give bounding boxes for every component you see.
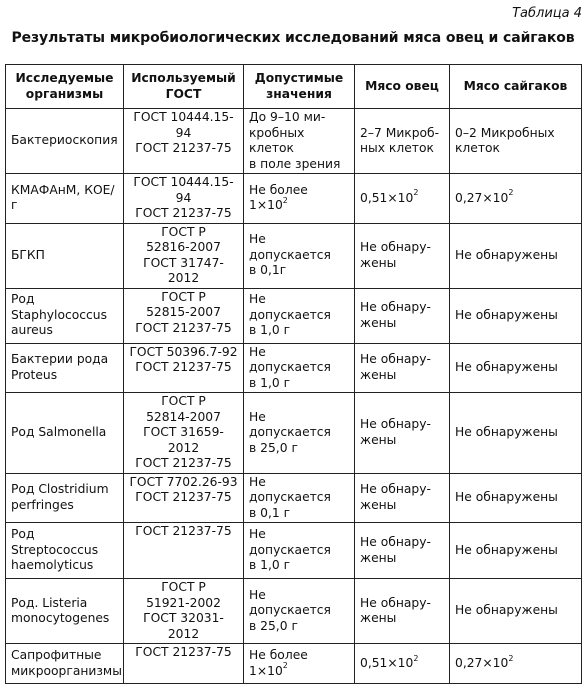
table-row bbox=[6, 393, 582, 474]
sheep-cell: Не обнару- жены bbox=[355, 473, 450, 523]
saiga-cell: Не обнаружены bbox=[450, 288, 582, 343]
sheep-cell: Не обнару- жены bbox=[355, 288, 450, 343]
gost-cell: ГОСТ 10444.15-94 ГОСТ 21237-75 bbox=[124, 174, 244, 224]
table-row bbox=[6, 473, 582, 523]
allowed-cell: Не допускается в 25,0 г bbox=[244, 579, 355, 644]
gost-cell: ГОСТ Р 52815-2007 ГОСТ 21237-75 bbox=[124, 288, 244, 343]
gost-cell: ГОСТ 50396.7-92 ГОСТ 21237-75 bbox=[124, 343, 244, 393]
gost-cell: ГОСТ 7702.26-93 ГОСТ 21237-75 bbox=[124, 473, 244, 523]
header-organisms: Исследуемые организмы bbox=[6, 65, 124, 109]
sheep-cell: Не обнару- жены bbox=[355, 223, 450, 288]
allowed-cell: Не допускается в 1,0 г bbox=[244, 523, 355, 579]
table-caption: Результаты микробиологических исследований мяса овец и сайгаков bbox=[11, 30, 575, 46]
table-row bbox=[6, 523, 582, 579]
allowed-cell: До 9–10 ми- кробных клеток в поле зрения bbox=[244, 109, 355, 174]
sheep-cell: Не обнару- жены bbox=[355, 343, 450, 393]
saiga-cell: $0,27\times 10^2$ bbox=[450, 174, 582, 224]
table-row bbox=[6, 288, 582, 343]
allowed-cell: Не допускается в 0,1г bbox=[244, 223, 355, 288]
table-row bbox=[6, 174, 582, 224]
gost-cell: ГОСТ Р 52816-2007 ГОСТ 31747-2012 bbox=[124, 223, 244, 288]
saiga-cell: Не обнаружены bbox=[450, 393, 582, 474]
gost-cell: ГОСТ 21237-75 bbox=[124, 644, 244, 684]
table-number-label: Таблица 4 bbox=[512, 6, 582, 21]
organism-cell: Род Clostridium perfringes bbox=[6, 473, 124, 523]
table-row bbox=[6, 343, 582, 393]
organism-cell: Род Salmonella bbox=[6, 393, 124, 474]
sheep-cell: $0,51\times 10^2$ bbox=[355, 644, 450, 684]
table-row bbox=[6, 109, 582, 174]
gost-cell: ГОСТ 21237-75 bbox=[124, 523, 244, 579]
table-row bbox=[6, 644, 582, 684]
allowed-cell: Не допускается в 1,0 г bbox=[244, 343, 355, 393]
saiga-cell: Не обнаружены bbox=[450, 473, 582, 523]
organism-cell: Сапрофитные микроорганизмы bbox=[6, 644, 124, 684]
gost-cell: ГОСТ Р 51921-2002 ГОСТ 32031-2012 bbox=[124, 579, 244, 644]
saiga-cell: Не обнаружены bbox=[450, 579, 582, 644]
table-row bbox=[6, 579, 582, 644]
organism-cell: Род. Listeria monocytogenes bbox=[6, 579, 124, 644]
header-sheep: Мясо овец bbox=[355, 65, 450, 109]
header-gost: Используемый ГОСТ bbox=[124, 65, 244, 109]
sheep-cell: $0,51\times 10^2$ bbox=[355, 174, 450, 224]
organism-cell: Бактерии рода Proteus bbox=[6, 343, 124, 393]
results-table bbox=[5, 64, 582, 684]
header-saiga: Мясо сайгаков bbox=[450, 65, 582, 109]
organism-cell: КМАФАнМ, КОЕ/г bbox=[6, 174, 124, 224]
organism-cell: Бактериоскопия bbox=[6, 109, 124, 174]
organism-cell: Род Streptococcus haemolyticus bbox=[6, 523, 124, 579]
gost-cell: ГОСТ Р 52814-2007 ГОСТ 31659-2012 ГОСТ 21237-75 bbox=[124, 393, 244, 474]
table-row bbox=[6, 223, 582, 288]
sheep-cell: Не обнару- жены bbox=[355, 579, 450, 644]
gost-cell: ГОСТ 10444.15-94 ГОСТ 21237-75 bbox=[124, 109, 244, 174]
sheep-cell: 2–7 Микроб- ных клеток bbox=[355, 109, 450, 174]
saiga-cell: Не обнаружены bbox=[450, 343, 582, 393]
saiga-cell: Не обнаружены bbox=[450, 523, 582, 579]
saiga-cell: $0,27\times 10^2$ bbox=[450, 644, 582, 684]
allowed-cell: Не допускается в 1,0 г bbox=[244, 288, 355, 343]
saiga-cell: 0–2 Микробных клеток bbox=[450, 109, 582, 174]
sheep-cell: Не обнару- жены bbox=[355, 393, 450, 474]
allowed-cell: Не допускается в 25,0 г bbox=[244, 393, 355, 474]
allowed-cell: Не более $1\times 10^2$ bbox=[244, 644, 355, 684]
organism-cell: БГКП bbox=[6, 223, 124, 288]
header-allowed: Допустимые значения bbox=[244, 65, 355, 109]
allowed-cell: Не допускается в 0,1 г bbox=[244, 473, 355, 523]
allowed-cell: Не более $1\times 10^2$ bbox=[244, 174, 355, 224]
header-row bbox=[6, 65, 582, 109]
saiga-cell: Не обнаружены bbox=[450, 223, 582, 288]
sheep-cell: Не обнару- жены bbox=[355, 523, 450, 579]
organism-cell: Род Staphylococcus aureus bbox=[6, 288, 124, 343]
